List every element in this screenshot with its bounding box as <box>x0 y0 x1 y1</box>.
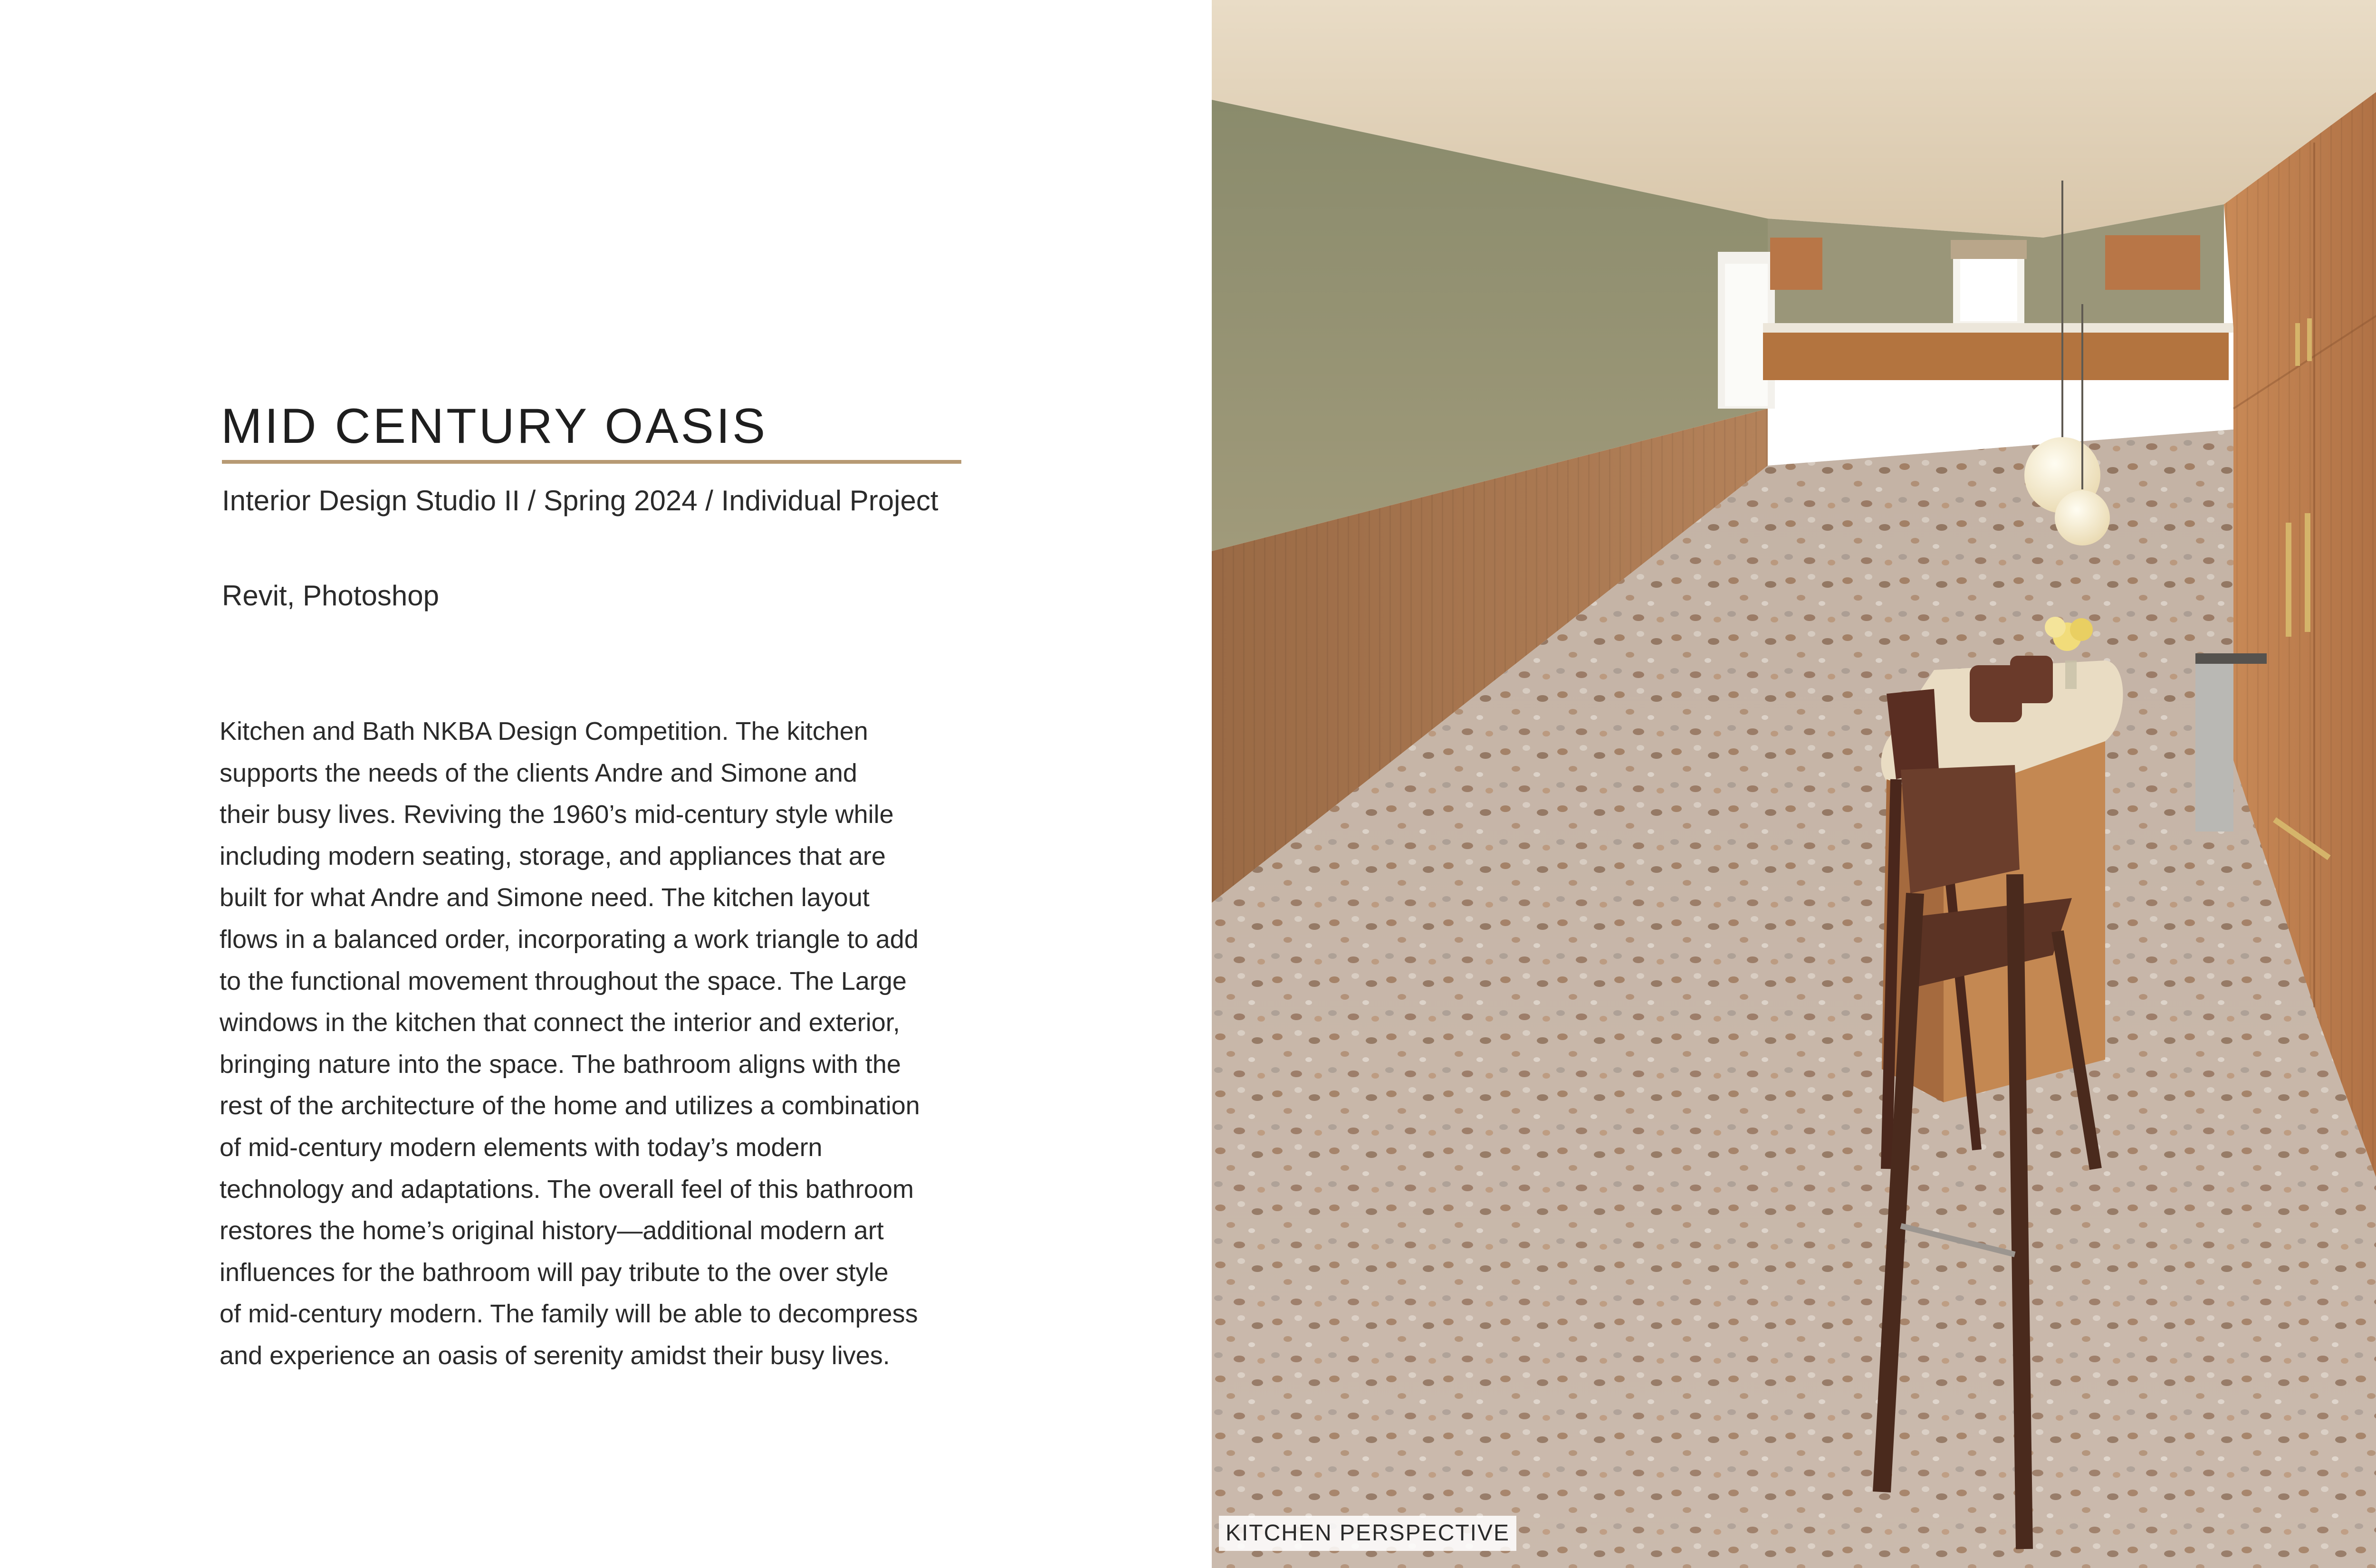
kitchen-perspective-image <box>1212 0 2376 1568</box>
description-line: supports the needs of the clients Andre and Simone and <box>220 758 857 787</box>
description-line: their busy lives. Reviving the 1960’s mid-century style while <box>220 800 894 829</box>
description-line: flows in a balanced order, incorporating a work triangle to add <box>220 925 919 954</box>
image-caption: KITCHEN PERSPECTIVE <box>1219 1516 1516 1551</box>
description-line: rest of the architecture of the home and utilizes a combination <box>220 1091 920 1120</box>
page-title: MID CENTURY OASIS <box>221 399 768 454</box>
software-tools: Revit, Photoshop <box>222 580 439 612</box>
description-line: and experience an oasis of serenity amidst their busy lives. <box>220 1341 890 1370</box>
project-subtitle: Interior Design Studio II / Spring 2024 / Individual Project <box>222 485 939 516</box>
description-line: restores the home’s original history—additional modern art <box>220 1216 884 1245</box>
description-line: of mid-century modern. The family will be able to decompress <box>220 1300 918 1329</box>
description-line: built for what Andre and Simone need. The kitchen layout <box>220 883 870 912</box>
description-line: to the functional movement throughout the space. The Large <box>220 966 907 995</box>
description-line: technology and adaptations. The overall feel of this bathroom <box>220 1175 914 1204</box>
description-line: of mid-century modern elements with today’s modern <box>220 1133 823 1162</box>
description-line: including modern seating, storage, and appliances that are <box>220 841 886 870</box>
description-line: bringing nature into the space. The bathroom aligns with the <box>220 1050 901 1079</box>
description-line: influences for the bathroom will pay tribute to the over style <box>220 1258 889 1287</box>
description-line: windows in the kitchen that connect the interior and exterior, <box>220 1008 900 1037</box>
description-line: Kitchen and Bath NKBA Design Competition. The kitchen <box>220 717 868 746</box>
project-description <box>220 711 920 1377</box>
title-underline <box>222 460 961 464</box>
